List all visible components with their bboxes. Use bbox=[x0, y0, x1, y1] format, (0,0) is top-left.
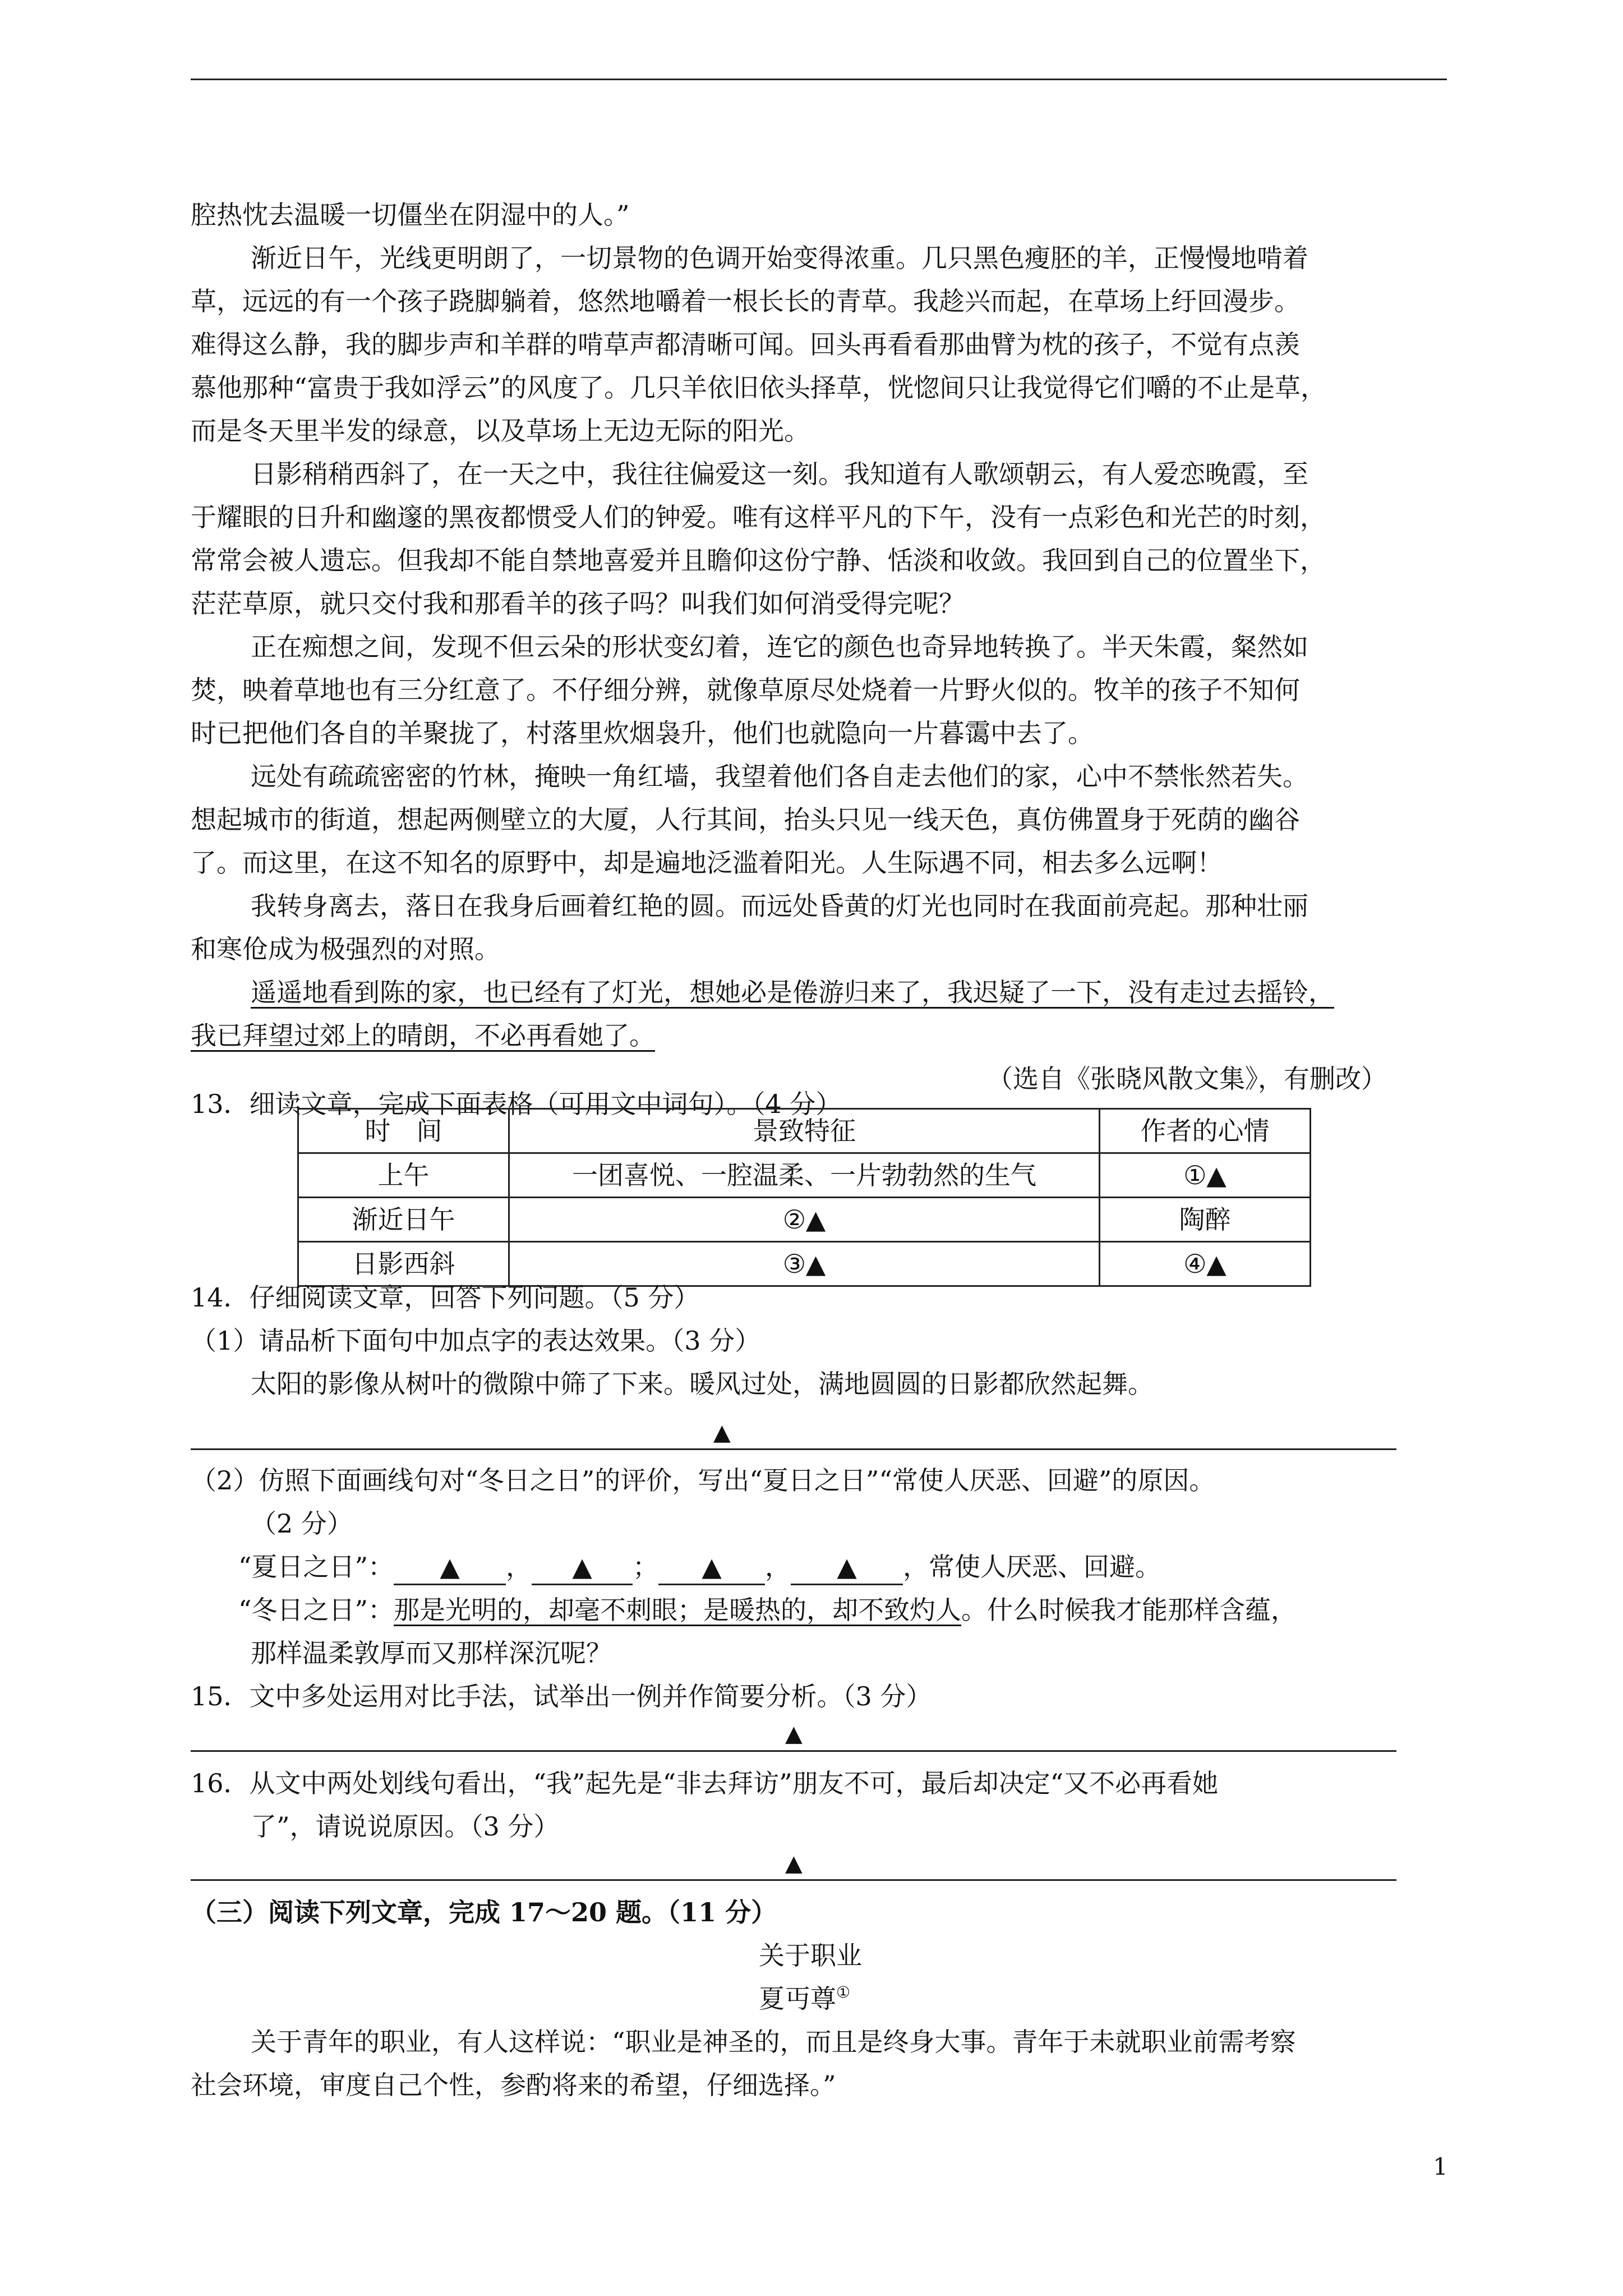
page-number: 1 bbox=[1433, 2153, 1448, 2180]
passage-line: 渐近日午，光线更明朗了，一切景物的色调开始变得浓重。几只黑色瘦胚的羊，正慢慢地啃着 bbox=[251, 243, 1308, 273]
table-cell: 上午 bbox=[298, 1153, 509, 1198]
blank-field[interactable]: ▲ bbox=[394, 1550, 506, 1585]
answer-line[interactable] bbox=[191, 1448, 1396, 1450]
passage-line: 于耀眼的日升和幽邃的黑夜都惯受人们的钟爱。唯有这样平凡的下午，没有一点彩色和光芒的时刻， bbox=[191, 502, 1326, 532]
table-cell: 一团喜悦、一腔温柔、一片勃勃然的生气 bbox=[509, 1153, 1100, 1198]
question-14-quote: 太阳的影像从树叶的微隙中筛了下来。暖风过处，满地圆圆的日影都欣然起舞。 bbox=[251, 1369, 1154, 1399]
winter-sun-label: “冬日之日”： bbox=[238, 1595, 394, 1625]
passage-line: 和寒伧成为极强烈的对照。 bbox=[191, 934, 500, 964]
article-author: 夏丏尊① bbox=[759, 1983, 851, 2014]
summer-sun-line: “夏日之日”： ▲ ， ▲ ； ▲ ， ▲ ，常使人厌恶、回避。 bbox=[238, 1543, 1161, 1591]
article-title: 关于职业 bbox=[759, 1940, 862, 1971]
table-cell: 渐近日午 bbox=[298, 1198, 509, 1242]
answer-line[interactable] bbox=[191, 1879, 1396, 1881]
question-14-sub2: （2）仿照下面画线句对“冬日之日”的评价，写出“夏日之日”“常使人厌恶、回避”的原因。 bbox=[191, 1465, 1215, 1496]
question-14-sub1: （1）请品析下面句中加点字的表达效果。（3 分） bbox=[191, 1326, 761, 1356]
table-row bbox=[298, 1153, 1311, 1198]
passage-line: 远处有疏疏密密的竹林，掩映一角红墙，我望着他们各自走去他们的家，心中不禁怅然若失。 bbox=[251, 761, 1308, 792]
underlined-sentence: 那是光明的，却毫不刺眼；是暖热的，却不致灼人 bbox=[394, 1595, 962, 1625]
question-16-stem-cont: 了”，请说说原因。（3 分） bbox=[251, 1811, 560, 1842]
passage-line: 慕他那种“富贵于我如浮云”的风度了。几只羊依旧依头择草，恍惚间只让我觉得它们嚼的不止是草， bbox=[191, 372, 1327, 403]
question-16-stem: 16．从文中两处划线句看出，“我”起先是“非去拜访”朋友不可，最后却决定“又不必再看她 bbox=[191, 1768, 1219, 1798]
answer-triangle-icon: ▲ bbox=[713, 1420, 731, 1446]
passage-line: 而是冬天里半发的绿意，以及草场上无边无际的阳光。 bbox=[191, 416, 810, 446]
passage-line: 茫茫草原，就只交付我和那看羊的孩子吗？叫我们如何消受得完呢？ bbox=[191, 588, 965, 619]
question-15-stem: 15．文中多处运用对比手法，试举出一例并作简要分析。（3 分） bbox=[191, 1681, 932, 1711]
answer-cell[interactable]: ①▲ bbox=[1100, 1153, 1311, 1198]
question-13-table bbox=[297, 1108, 1311, 1287]
table-cell: 陶醉 bbox=[1100, 1198, 1311, 1242]
passage-line: 正在痴想之间，发现不但云朵的形状变幻着，连它的颜色也奇异地转换了。半天朱霞，粲然如 bbox=[251, 632, 1308, 662]
header-rule bbox=[191, 79, 1447, 80]
question-14-stem: 14．仔细阅读文章，回答下列问题。（5 分） bbox=[191, 1282, 700, 1313]
answer-line[interactable] bbox=[191, 1750, 1396, 1752]
blank-field[interactable]: ▲ bbox=[791, 1550, 903, 1585]
table-cell: 日影西斜 bbox=[298, 1242, 509, 1286]
summer-sun-label: “夏日之日”： bbox=[238, 1552, 394, 1582]
blank-field[interactable]: ▲ bbox=[658, 1550, 765, 1585]
question-13-stem: 13．细读文章，完成下面表格（可用文中词句）。（4 分） bbox=[191, 1089, 842, 1119]
answer-triangle-icon: ▲ bbox=[785, 1721, 803, 1747]
underlined-passage-line: 我已拜望过郊上的晴朗，不必再看她了。 bbox=[191, 1020, 655, 1051]
article-line: 社会环境，审度自己个性，参酌将来的希望，仔细选择。” bbox=[191, 2070, 836, 2100]
source-citation: （选自《张晓风散文集》，有删改） bbox=[987, 1064, 1387, 1094]
underlined-passage-line: 遥遥地看到陈的家，也已经有了灯光，想她必是倦游归来了，我迟疑了一下，没有走过去摇铃， bbox=[251, 977, 1334, 1007]
footnote-marker: ① bbox=[836, 1983, 851, 2001]
passage-line: 我转身离去，落日在我身后画着红艳的圆。而远处昏黄的灯光也同时在我面前亮起。那种壮丽 bbox=[251, 891, 1308, 921]
passage-line: 想起城市的街道，想起两侧壁立的大厦，人行其间，抬头只见一线天色，真仿佛置身于死荫的幽谷 bbox=[191, 804, 1300, 835]
table-header-row bbox=[298, 1109, 1311, 1153]
passage-line: 日影稍稍西斜了，在一天之中，我往往偏爱这一刻。我知道有人歌颂朝云，有人爱恋晚霞，至 bbox=[251, 459, 1308, 489]
table-header-cell: 作者的心情 bbox=[1100, 1109, 1311, 1153]
table-header-cell: 景致特征 bbox=[509, 1109, 1100, 1153]
passage-line: 难得这么静，我的脚步声和羊群的啃草声都清晰可闻。回头再看看那曲臂为枕的孩子，不觉有点羡 bbox=[191, 329, 1300, 360]
answer-cell[interactable]: ②▲ bbox=[509, 1198, 1100, 1242]
passage-line: 时已把他们各自的羊聚拢了，村落里炊烟袅升，他们也就隐向一片暮霭中去了。 bbox=[191, 718, 1094, 748]
answer-cell[interactable]: ③▲ bbox=[509, 1242, 1100, 1286]
article-line: 关于青年的职业，有人这样说：“职业是神圣的，而且是终身大事。青年于未就职业前需考察 bbox=[251, 2027, 1296, 2057]
passage-line: 草，远远的有一个孩子跷脚躺着，悠然地嚼着一根长长的青草。我趁兴而起，在草场上纡回漫步。 bbox=[191, 286, 1300, 316]
answer-triangle-icon: ▲ bbox=[785, 1851, 803, 1876]
table-header-cell: 时 间 bbox=[298, 1109, 509, 1153]
section-3-heading: （三）阅读下列文章，完成 17～20 题。（11 分） bbox=[191, 1897, 777, 1927]
winter-sun-line-2: 那样温柔敦厚而又那样深沉呢？ bbox=[251, 1638, 612, 1668]
passage-line: 了。而这里，在这不知名的原野中，却是遍地泛滥着阳光。人生际遇不同，相去多么远啊！ bbox=[191, 848, 1223, 878]
summer-sun-ending: ，常使人厌恶、回避。 bbox=[903, 1552, 1161, 1582]
passage-line: 常常会被人遗忘。但我却不能自禁地喜爱并且瞻仰这份宁静、恬淡和收敛。我回到自己的位置坐下， bbox=[191, 545, 1326, 576]
table-row bbox=[298, 1198, 1311, 1242]
passage-line: 腔热忱去温暖一切僵坐在阴湿中的人。” bbox=[191, 200, 630, 230]
winter-sun-line: “冬日之日”：那是光明的，却毫不刺眼；是暖热的，却不致灼人。什么时候我才能那样含蕴， bbox=[238, 1595, 1297, 1625]
blank-field[interactable]: ▲ bbox=[532, 1550, 633, 1585]
question-14-sub2-score: （2 分） bbox=[251, 1508, 353, 1539]
passage-line: 焚，映着草地也有三分红意了。不仔细分辨，就像草原尽处烧着一片野火似的。牧羊的孩子不知何 bbox=[191, 675, 1300, 705]
answer-cell[interactable]: ④▲ bbox=[1100, 1242, 1311, 1286]
